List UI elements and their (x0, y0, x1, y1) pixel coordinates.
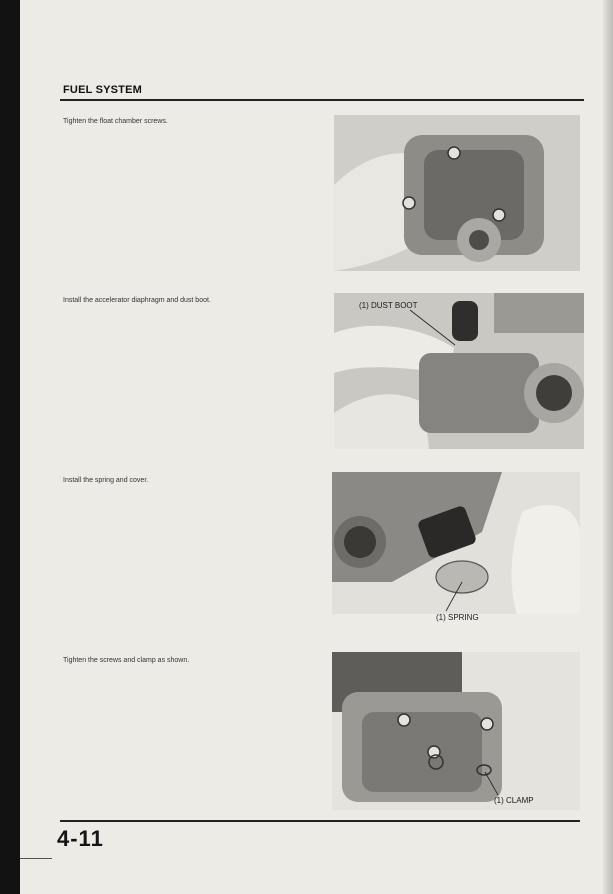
spring-callout: (1) SPRING (436, 613, 479, 622)
step-3-instruction: Install the spring and cover. (63, 477, 149, 484)
screws-clamp-photo (332, 652, 580, 810)
bottom-margin-mark (20, 858, 52, 859)
dust-boot-callout: (1) DUST BOOT (359, 301, 418, 310)
page-edge-shadow (603, 0, 613, 894)
carburetor-float-chamber-photo (334, 115, 580, 271)
page-binding-shadow (0, 0, 20, 894)
step-1-instruction: Tighten the float chamber screws. (63, 118, 168, 125)
step-2-instruction: Install the accelerator diaphragm and dust boot. (63, 297, 211, 304)
page-number: 4-11 (57, 826, 104, 851)
footer-rule (60, 820, 580, 822)
section-title: FUEL SYSTEM (63, 84, 143, 96)
step-4-instruction: Tighten the screws and clamp as shown. (63, 657, 190, 664)
spring-cover-photo (332, 472, 580, 614)
header-rule (60, 99, 584, 101)
clamp-callout: (1) CLAMP (494, 796, 534, 805)
accelerator-diaphragm-photo (334, 293, 584, 449)
